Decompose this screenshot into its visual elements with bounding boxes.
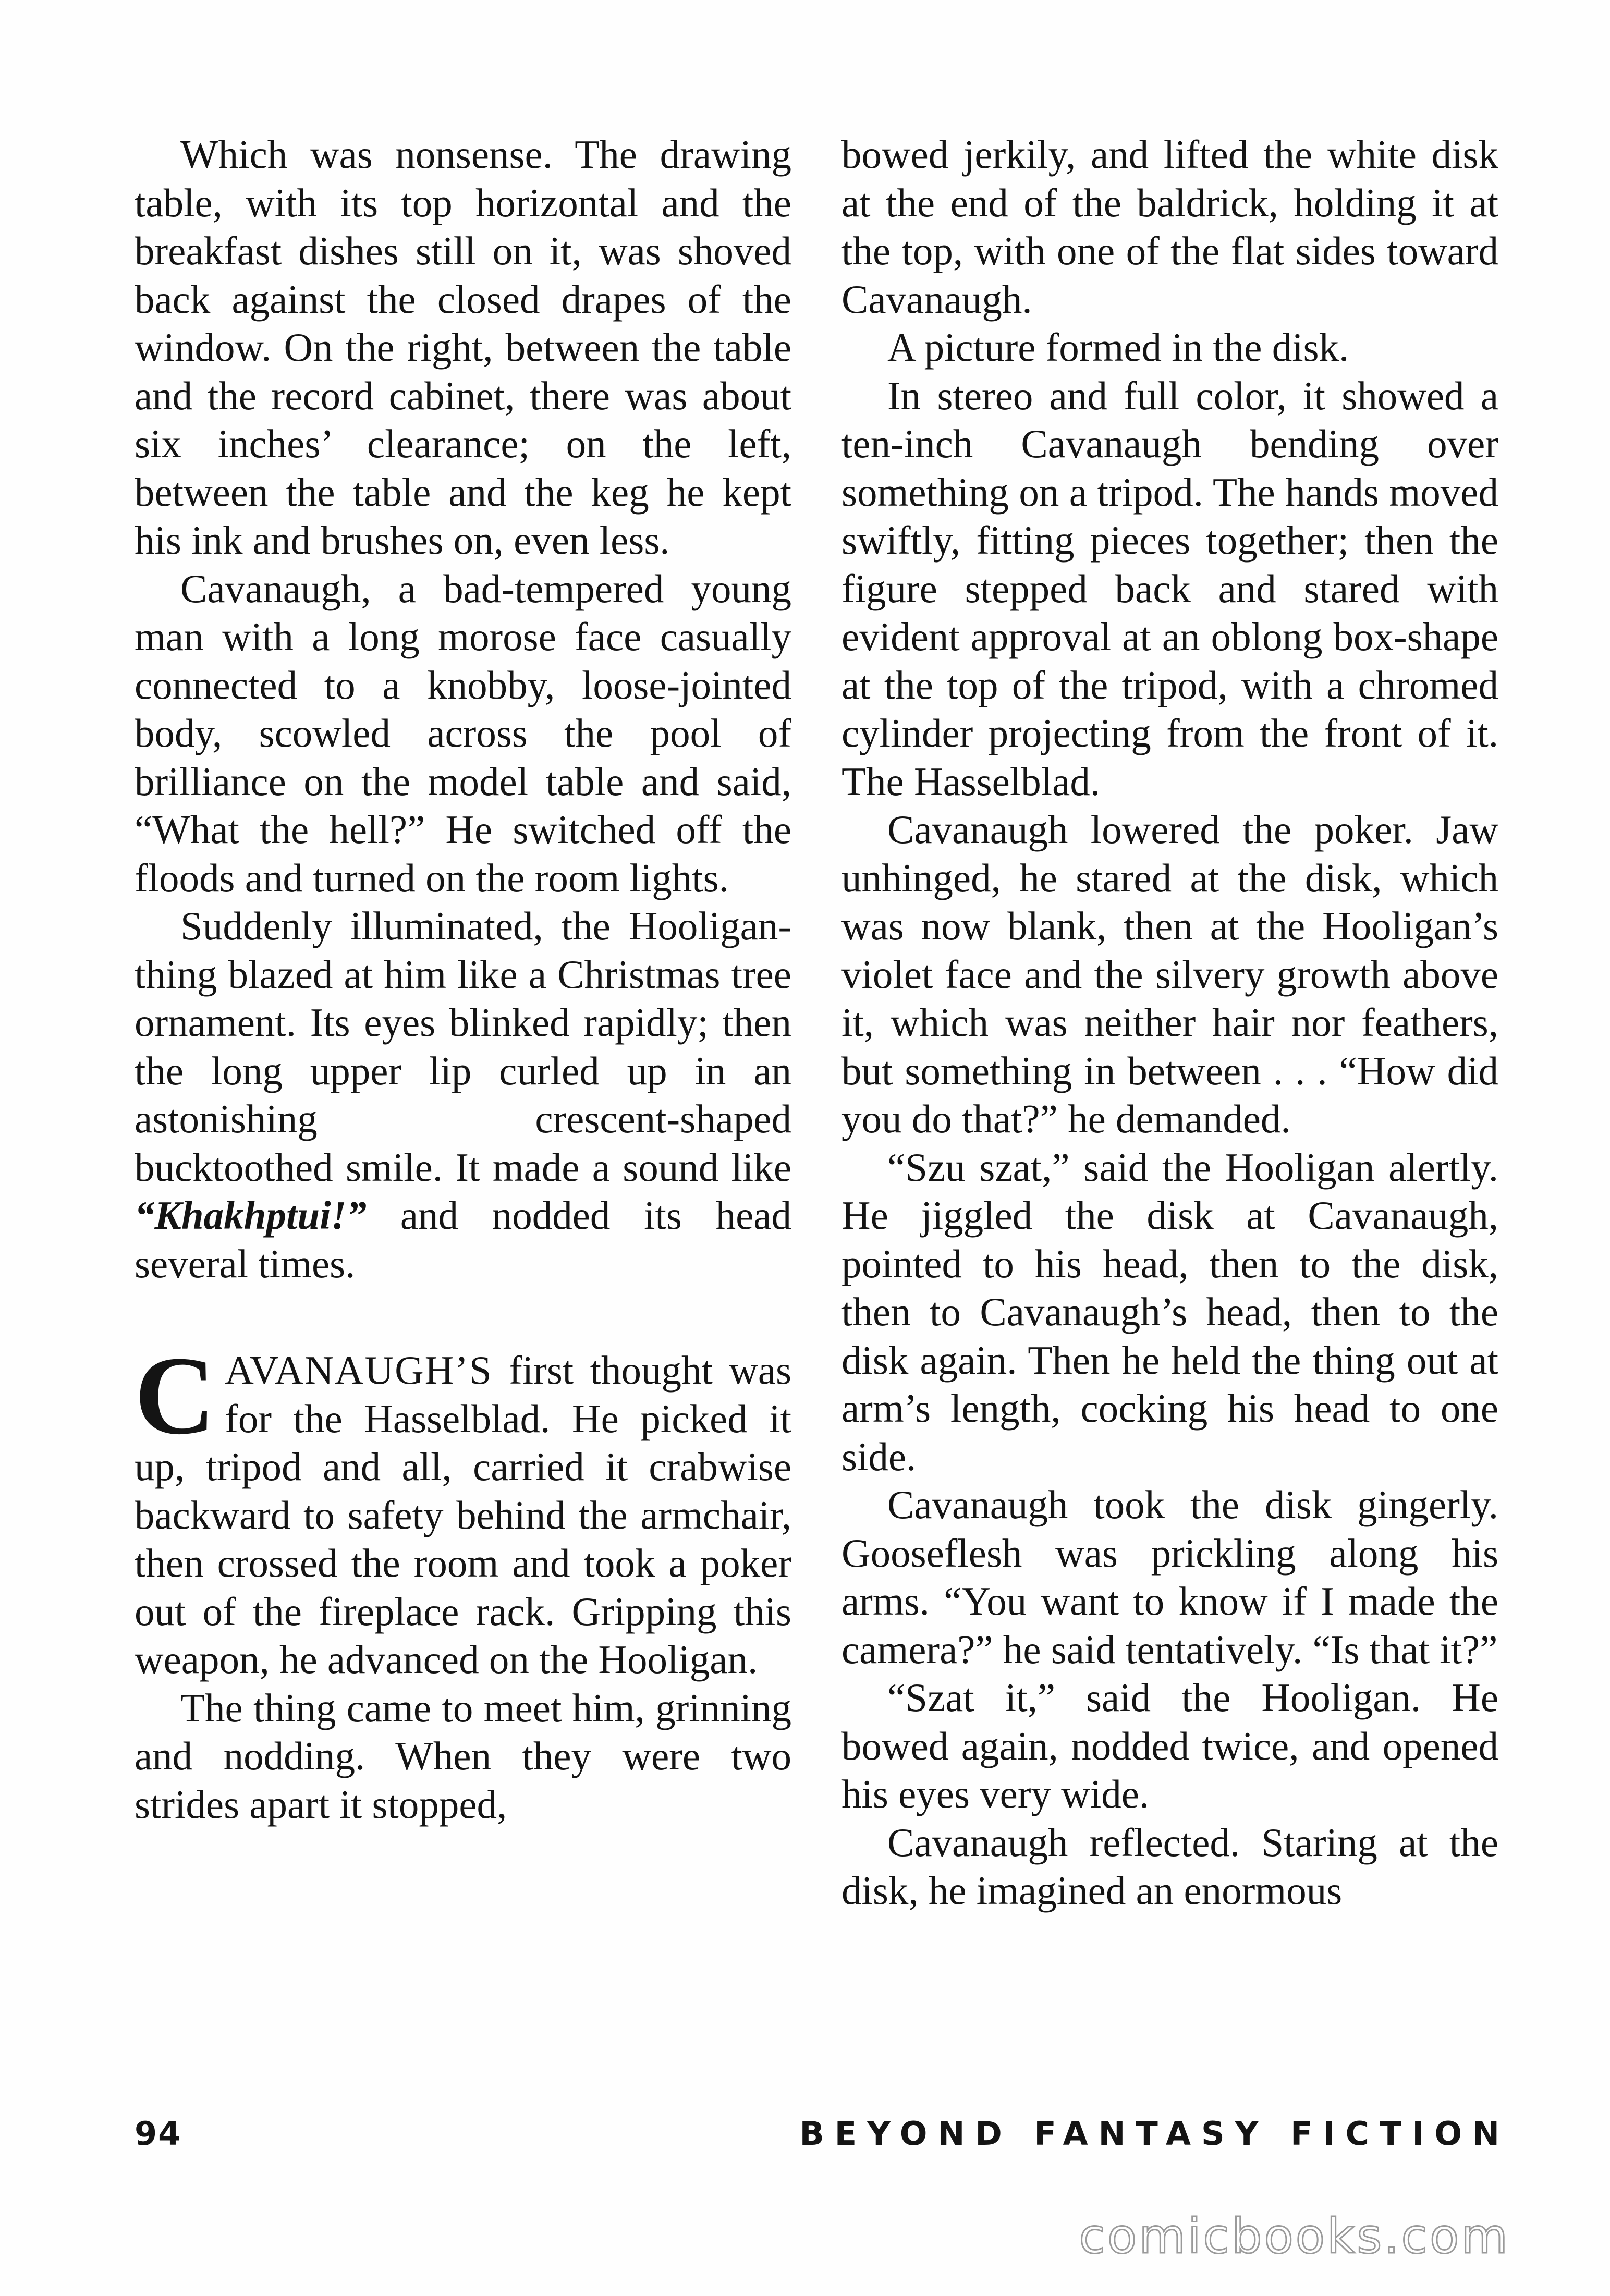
paragraph: A picture formed in the disk. [887,325,1349,370]
page-footer [135,2115,1510,2161]
paragraph: Cavanaugh reflected. Staring at the disk, he imagined an enormous [841,1819,1498,1913]
paragraph-text: Suddenly illuminated, the Hooligan-thing blazed at him like a Christmas tree ornament. Its eyes blinked rapidly; then the long upper lip curled up in an astonishing crescent-shaped bucktoothed smile. It made a sound like [135,903,791,1190]
paragraph: The thing came to meet him, grinning and nodding. When they were two strides apart it stopped, [135,1685,791,1827]
continued-paragraph: bowed jerkily, and lifted the white disk at the end of the baldrick, holding it at the top, with one of the flat sides toward Cavanaugh. [841,132,1498,322]
right-text-column [841,130,1498,1915]
paragraph [135,902,791,1288]
magazine-title: BEYOND FANTASY FICTION [799,2115,1510,2153]
paragraph-text: first thought was for the Hasselblad. He picked it up, tripod and all, carried it crabwise backward to safety behind the armchair, then crossed the room and took a poker out of the fireplace rack. Gripping this weapon, he advanced on the Hooligan. [135,1348,791,1682]
left-text-column [135,130,791,1828]
paragraph-text: and nodded its head several times. [135,1193,791,1286]
section-break [135,1288,791,1346]
watermark: comicbooks.com [1079,2208,1510,2264]
small-caps-word: AVANAUGH’S [225,1348,493,1393]
paragraph: Which was nonsense. The drawing table, with its top horizontal and the breakfast dishes still on it, was shoved back against the closed drapes of the window. On the right, between the table and the record cabinet, there was about six inches’ clearance; on the left, between the table and the keg he kept his ink and brushes on, even less. [135,132,791,563]
paragraph: In stereo and full color, it showed a ten-inch Cavanaugh bending over something on a tripod. The hands moved swiftly, fitting pieces together; then the figure stepped back and stared with evident approval at an oblong box-shape at the top of the tripod, with a chromed cylinder projecting from the front of it. The Hasselblad. [841,373,1498,804]
paragraph: Cavanaugh, a bad-tempered young man with a long morose face casually connected to a knobby, loose-jointed body, scowled across the pool of brilliance on the model table and said, “What the hell?” He switched off the floods and turned on the room lights. [135,566,791,900]
page-number: 94 [135,2115,182,2153]
italic-sound-text: “Khakhptui!” [135,1193,367,1238]
paragraph: Cavanaugh lowered the poker. Jaw unhinged, he stared at the disk, which was now blank, then at the Hooligan’s violet face and the silvery growth above it, which was neither hair nor feathers, but something in between . . . “How did you do that?” he demanded. [841,807,1498,1141]
paragraph: Cavanaugh took the disk gingerly. Gooseflesh was prickling along his arms. “You want to know if I made the camera?” he said tentatively. “Is that it?” [841,1482,1498,1672]
paragraph: “Szat it,” said the Hooligan. He bowed again, nodded twice, and opened his eyes very wide. [841,1675,1498,1816]
paragraph: “Szu szat,” said the Hooligan alertly. He jiggled the disk at Cavanaugh, pointed to his head, then to the disk, then to Cavanaugh’s head, then to the disk again. Then he held the thing out at arm’s length, cocking his head to one side. [841,1144,1498,1479]
section-opening-paragraph [135,1333,791,1684]
drop-cap: C [135,1333,216,1458]
